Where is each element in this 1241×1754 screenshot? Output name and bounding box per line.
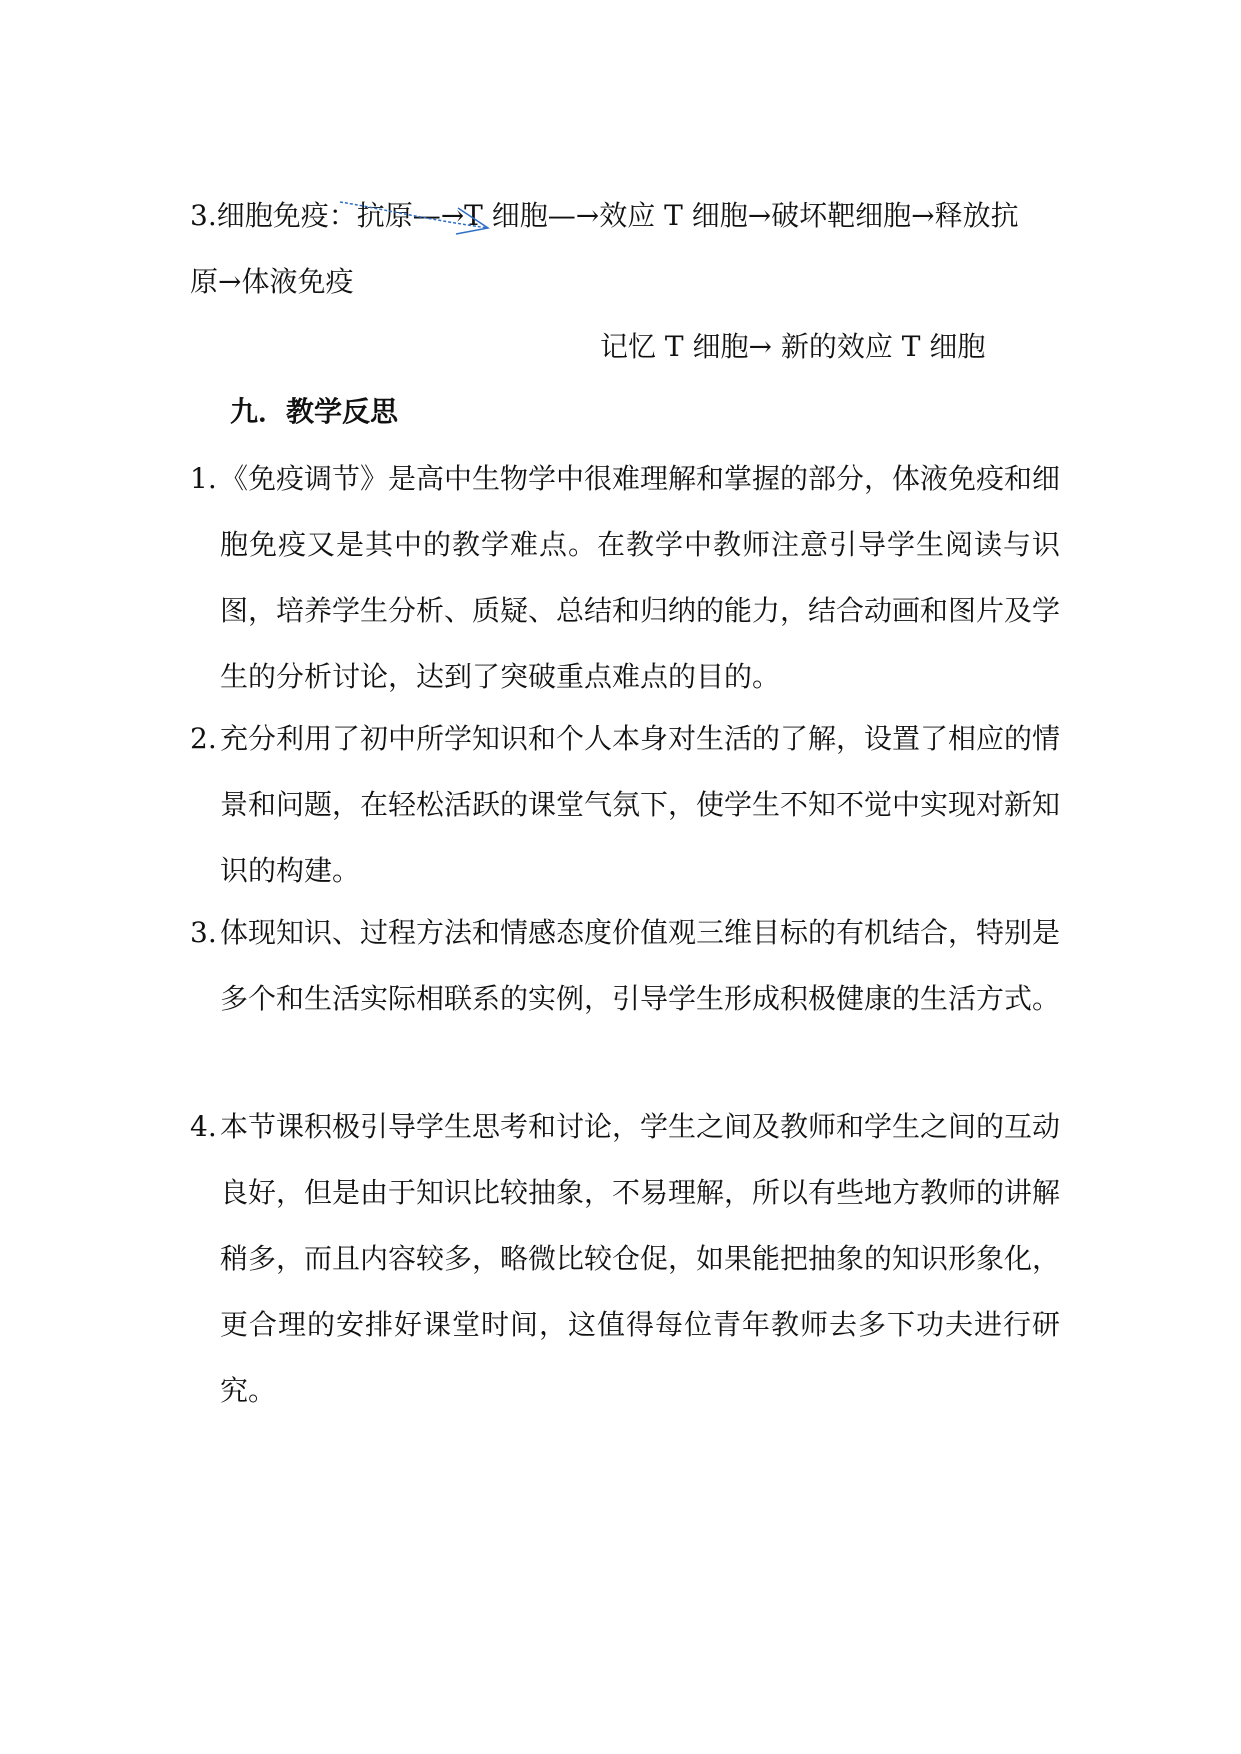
reflection-item-1 [190, 446, 1060, 710]
section-heading: 九．教学反思 [230, 395, 399, 428]
reflection-item-2 [190, 706, 1060, 904]
reflection-number: 1. [190, 462, 217, 495]
reflection-number: 2. [190, 722, 217, 755]
memory-t-cell-branch: 记忆 T 细胞→ 新的效应 T 细胞 [600, 330, 986, 363]
reflection-number: 4. [190, 1110, 217, 1143]
reflection-number: 3. [190, 916, 217, 949]
cell-immunity-flow-line-2: 原→体液免疫 [190, 265, 354, 298]
reflection-text: 体现知识、过程方法和情感态度价值观三维目标的有机结合，特别是多个和生活实际相联系的实例，引导学生形成积极健康的生活方式。 [220, 916, 1061, 1015]
reflection-item-3 [190, 900, 1060, 1032]
reflection-text: 本节课积极引导学生思考和讨论，学生之间及教师和学生之间的互动良好，但是由于知识比较抽象，不易理解，所以有些地方教师的讲解稍多，而且内容较多，略微比较仓促，如果能把抽象的知识形象化，更合理的安排好课堂时间，这值得每位青年教师去多下功夫进行研究。 [220, 1110, 1061, 1407]
reflection-text: 《免疫调节》是高中生物学中很难理解和掌握的部分，体液免疫和细胞免疫又是其中的教学难点。在教学中教师注意引导学生阅读与识图，培养学生分析、质疑、总结和归纳的能力，结合动画和图片及学生的分析讨论，达到了突破重点难点的目的。 [220, 462, 1061, 693]
reflection-text: 充分利用了初中所学知识和个人本身对生活的了解，设置了相应的情景和问题，在轻松活跃的课堂气氛下，使学生不知不觉中实现对新知识的构建。 [220, 722, 1061, 887]
hand-drawn-arrow-icon [338, 198, 498, 238]
cell-immunity-flow-line-1: 3.细胞免疫：抗原—→T 细胞—→效应 T 细胞→破坏靶细胞→释放抗 [190, 199, 1019, 232]
reflection-item-4 [190, 1094, 1060, 1424]
